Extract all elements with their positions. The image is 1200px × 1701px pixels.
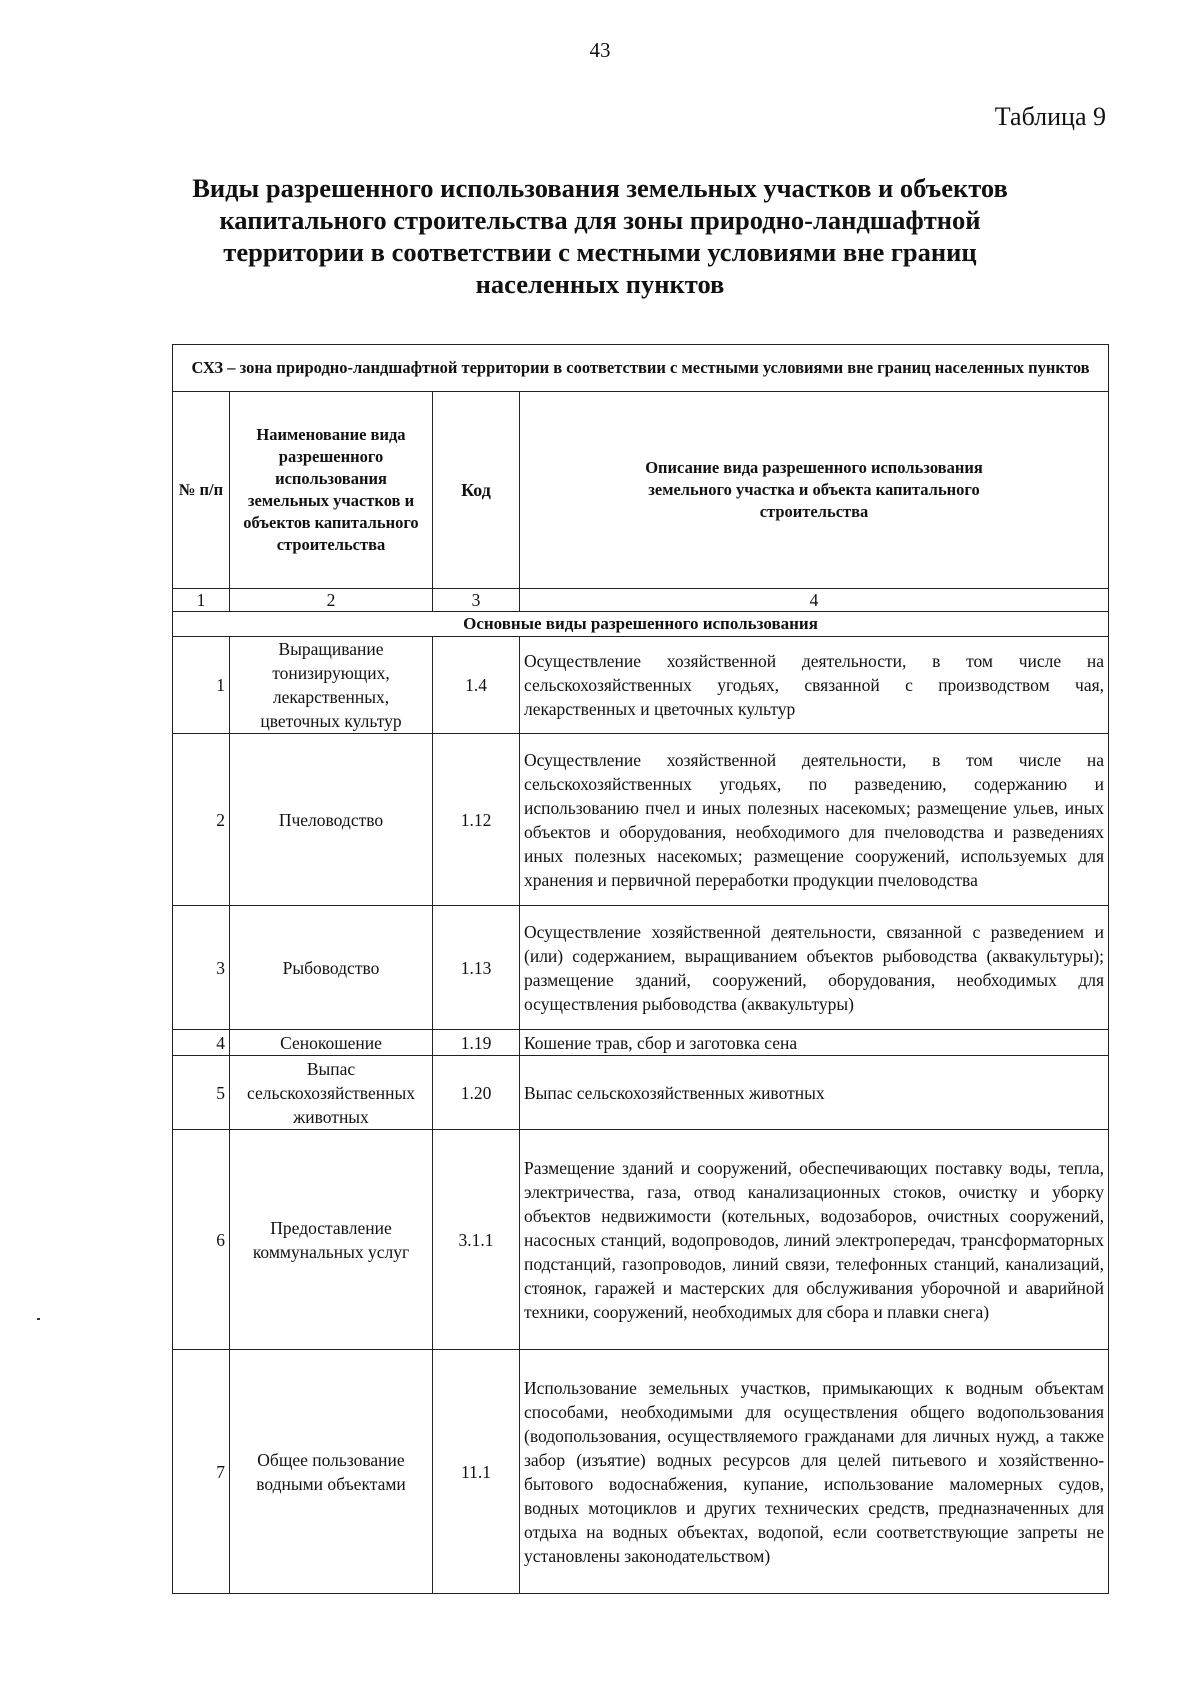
use-name: Предоставление коммунальных услуг — [230, 1130, 433, 1350]
table-row — [173, 637, 1109, 734]
table-row — [173, 734, 1109, 906]
use-name: Выращивание тонизирующих, лекарственных, цветочных культур — [230, 637, 433, 734]
use-description: Кошение трав, сбор и заготовка сена — [520, 1030, 1109, 1056]
table-row — [173, 906, 1109, 1030]
row-number: 3 — [173, 906, 230, 1030]
row-number: 7 — [173, 1350, 230, 1594]
use-description: Осуществление хозяйственной деятельности, связанной с разведением и (или) содержанием, выращиванием объектов рыбоводства (аквакультуры); размещение зданий, сооружений, оборудования, необходимых для осуществления рыбоводства (аквакультуры) — [520, 906, 1109, 1030]
scan-speck — [37, 1318, 40, 1320]
row-number: 4 — [173, 1030, 230, 1056]
use-name: Выпас сельскохозяйственных животных — [230, 1056, 433, 1130]
column-number: 1 — [173, 589, 230, 612]
table-row — [173, 1056, 1109, 1130]
use-name: Общее пользование водными объектами — [230, 1350, 433, 1594]
column-header-num: № п/п — [173, 392, 230, 589]
row-number: 1 — [173, 637, 230, 734]
column-number: 4 — [520, 589, 1109, 612]
use-code: 11.1 — [433, 1350, 520, 1594]
column-number: 2 — [230, 589, 433, 612]
column-header-row — [173, 392, 1109, 589]
column-number: 3 — [433, 589, 520, 612]
land-use-table — [172, 344, 1109, 1594]
column-number-row — [173, 589, 1109, 612]
use-name: Пчеловодство — [230, 734, 433, 906]
use-description: Размещение зданий и сооружений, обеспечивающих поставку воды, тепла, электричества, газа, отвод канализационных стоков, очистку и уборку объектов недвижимости (котельных, водозаборов, очистных сооружений, насосных станций, водопроводов, линий электропередач, трансформаторных подстанций, газопроводов, линий связи, телефонных станций, канализаций, стоянок, гаражей и мастерских для обслуживания уборочной и аварийной техники, сооружений, необходимых для сбора и плавки снега) — [520, 1130, 1109, 1350]
zone-header: СХЗ – зона природно-ландшафтной территории в соответствии с местными условиями вне границ населенных пунктов — [173, 345, 1109, 392]
use-name: Рыбоводство — [230, 906, 433, 1030]
row-number: 5 — [173, 1056, 230, 1130]
table-row — [173, 1030, 1109, 1056]
use-code: 1.4 — [433, 637, 520, 734]
use-code: 1.12 — [433, 734, 520, 906]
document-title: Виды разрешенного использования земельных участков и объектов капитального строительства для зоны природно-ландшафтной территории в соответствии с местными условиями вне границ населенных пунктов — [192, 173, 1008, 299]
zone-header-row — [173, 345, 1109, 392]
use-code: 1.13 — [433, 906, 520, 1030]
use-code: 3.1.1 — [433, 1130, 520, 1350]
use-code: 1.19 — [433, 1030, 520, 1056]
use-description: Выпас сельскохозяйственных животных — [520, 1056, 1109, 1130]
row-number: 6 — [173, 1130, 230, 1350]
use-name: Сенокошение — [230, 1030, 433, 1056]
section-row — [173, 612, 1109, 637]
table-row — [173, 1130, 1109, 1350]
row-number: 2 — [173, 734, 230, 906]
column-header-code: Код — [433, 392, 520, 589]
page-number: 43 — [589, 38, 611, 62]
use-code: 1.20 — [433, 1056, 520, 1130]
table-label: Таблица 9 — [994, 102, 1106, 131]
column-header-description: Описание вида разрешенного использования земельного участка и объекта капитального строительства — [520, 392, 1109, 589]
use-description: Использование земельных участков, примыкающих к водным объектам способами, необходимыми для осуществления общего водопользования (водопользования, осуществляемого гражданами для личных нужд, а также забор (изъятие) водных ресурсов для целей питьевого и хозяйственно-бытового водоснабжения, купание, использование маломерных судов, водных мотоциклов и других технических средств, предназначенных для отдыха на водных объектах, водопой, если соответствующие запреты не установлены законодательством) — [520, 1350, 1109, 1594]
use-description: Осуществление хозяйственной деятельности, в том числе на сельскохозяйственных угодьях, связанной с производством чая, лекарственных и цветочных культур — [520, 637, 1109, 734]
use-description: Осуществление хозяйственной деятельности, в том числе на сельскохозяйственных угодьях, по разведению, содержанию и использованию пчел и иных полезных насекомых; размещение ульев, иных объектов и оборудования, необходимого для пчеловодства и разведениях иных полезных насекомых; размещение сооружений, используемых для хранения и первичной переработки продукции пчеловодства — [520, 734, 1109, 906]
table-row — [173, 1350, 1109, 1594]
column-header-name: Наименование вида разрешенного использования земельных участков и объектов капитального строительства — [230, 392, 433, 589]
section-title: Основные виды разрешенного использования — [173, 612, 1109, 637]
